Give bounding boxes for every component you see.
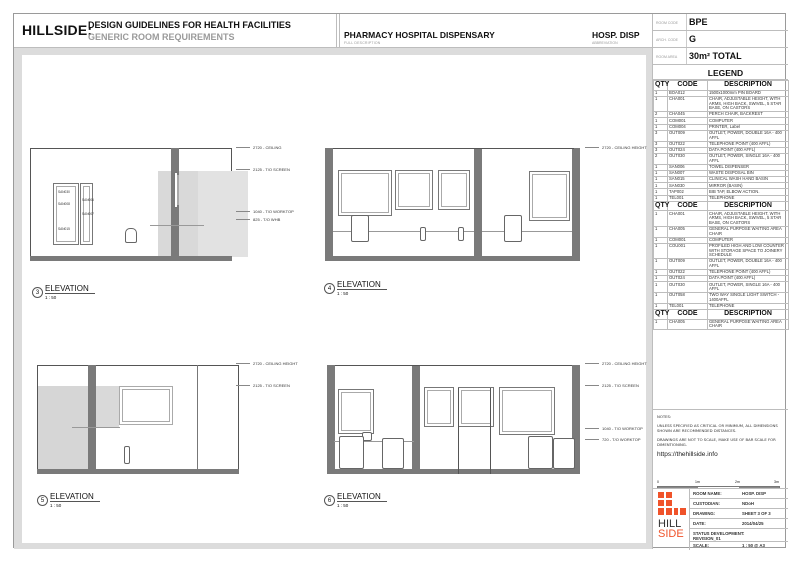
website-link[interactable]: https://thehillside.info [657,451,718,458]
legend-title: LEGEND [653,65,788,80]
arch-code-value: G [689,34,697,44]
legend-header-row [654,310,789,320]
level-marker: 1040 - T/O WORKTOP [236,209,294,214]
legend-qty: 1 [654,90,668,96]
legend-description: CLINICAL WASH HAND BASIN [708,177,789,183]
legend-row [654,243,789,258]
ceiling-line [333,148,574,149]
brand-title: HILLSIDE: [22,22,93,38]
full-description-label: FULL DESCRIPTION [344,41,381,45]
level-marker: 2720 - CEILING HEIGHT [236,361,298,366]
legend-code: OUT030 [668,153,708,164]
legend-code: BOA012 [668,90,708,96]
elevation-tag [32,284,95,300]
window [338,170,392,216]
room-area-value: 30m² TOTAL [689,51,742,61]
legend-description: DATA POINT (400 AFFL) [708,276,789,282]
drawing-sheet [13,13,786,548]
chair-icon [504,215,522,242]
elevation-tag [324,492,387,508]
legend-qty: 3 [654,147,668,153]
date-label: DATE: [693,521,706,526]
legend-qty: 1 [654,211,668,226]
legend-description: COMPUTER [708,237,789,243]
elevation-tag [324,280,387,296]
legend-qty: 3 [654,141,668,147]
screen-panel [96,386,119,428]
legend-description: PROFILED HIGH AND LOW COUNTER WITH STORAGE SPACE TO JOINERY SCHEDULE [708,243,789,258]
elevation-scale: 1 : 50 [45,295,57,300]
window [424,387,454,427]
equipment-tag: SAN015 [58,227,70,231]
window [395,170,433,210]
legend-qty: 1 [654,170,668,176]
legend-description: GENERAL PURPOSE WAITING AREA CHAIR [708,226,789,237]
scale-tick: 2m [735,480,740,484]
legend-description: GENERAL PURPOSE WAITING AREA CHAIR [708,319,789,330]
legend-description: TELEPHONE POINT (400 AFFL) [708,269,789,275]
room-area-label: ROOM AREA [656,55,678,59]
legend-description: TWO WAY SINGLE LIGHT SWITCH - 1400AFFL [708,293,789,304]
legend-qty: 3 [654,130,668,141]
worktop-line [482,231,572,232]
legend-description: PRINTER, Label [708,124,789,130]
legend-column-header: DESCRIPTION [708,81,789,91]
legend-header-row [654,81,789,91]
door-line [490,388,491,474]
elevation-title: ELEVATION [50,492,100,502]
level-marker: 2720 - CEILING [236,145,281,150]
legend-code: OUT022 [668,269,708,275]
chair-icon [125,228,137,243]
legend-code: SAN006 [668,164,708,170]
room-code-row [653,14,788,31]
legend-description: CHAIR, ADJUSTABLE HEIGHT, WITH ARMS, HIGH BACK, SWIVEL, 5 STAR BASE, ON CASTORS [708,211,789,226]
level-marker: 2720 - CEILING HEIGHT [585,361,647,366]
arch-code-label: ARCH. CODE [656,38,678,42]
wall-section [327,365,335,474]
column-divider [686,31,687,47]
perch-chair-icon [124,446,130,464]
legend-code: OUT022 [668,141,708,147]
room-area-row [653,48,788,65]
custodian-row [690,499,788,509]
legend-qty: 1 [654,259,668,270]
legend-qty: 1 [654,164,668,170]
scale-value: 1 : 50 @ A3 [742,543,765,548]
legend-column-header: CODE [668,201,708,211]
legend-description: WASTE DISPOSAL BIN [708,170,789,176]
wall-section [572,148,580,257]
legend-code: CHA045 [668,112,708,118]
legend-code: OUT024 [668,276,708,282]
legend-qty: 1 [654,319,668,330]
legend-code: SAN015 [668,177,708,183]
room-code-label: ROOM CODE [656,21,678,25]
legend-code: COU001 [668,243,708,258]
legend-qty: 1 [654,124,668,130]
column-divider [686,14,687,30]
legend-row [654,226,789,237]
legend-row [654,293,789,304]
title-block [653,488,788,549]
legend-description: DATA POINT (400 AFFL) [708,147,789,153]
elevation-title: ELEVATION [45,284,95,294]
legend-column-header: QTY [655,81,670,89]
drawing-canvas [22,55,646,543]
drawing-label: DRAWING: [693,511,716,516]
partition-line [197,365,198,474]
wall-section [325,148,333,257]
screen-panel [198,171,248,257]
legend-code: CHA001 [668,211,708,226]
legend-qty: 2 [654,112,668,118]
perch-chair-icon [420,227,426,241]
elevation-scale: 1 : 50 [337,291,349,296]
elevation-number: 5 [37,495,48,506]
worktop-line [150,225,204,226]
legend-code: CHA001 [668,96,708,111]
legend-code: TAP002 [668,189,708,195]
window [438,170,470,210]
drawing-row [690,509,788,519]
scale-tick: 0 [657,480,659,484]
legend-qty: 1 [654,303,668,309]
full-description: PHARMACY HOSPITAL DISPENSARY [344,30,495,40]
drawing-area [14,48,652,549]
elevation-title: ELEVATION [337,492,387,502]
room-name-row [690,489,788,499]
legend-qty: 1 [654,237,668,243]
column-divider [686,48,687,64]
legend-description: TELEPHONE [708,303,789,309]
legend-code: COM001 [668,237,708,243]
level-marker: 2125 - T/O SCREEN [236,383,290,388]
legend-table [653,80,789,330]
legend-row [654,130,789,141]
abbreviation-label: ABBREVIATION [592,41,618,45]
status-label: STATUS DEVELOPMENT: [693,531,745,536]
drawing-value: SHEET 3 OF 3 [742,511,771,516]
legend-column-header: DESCRIPTION [708,310,789,320]
legend-qty: 1 [654,189,668,195]
scale-label: SCALE: [693,543,709,548]
waiting-chair-icon [553,438,575,469]
legend-row [654,96,789,111]
legend-qty: 1 [654,183,668,189]
notes-section [653,409,788,494]
wall-section [88,365,96,474]
scale-tick: 1m [695,480,700,484]
legend-header-row [654,201,789,211]
legend-description: OUTLET, POWER, SINGLE 16A - 400 AFFL [708,282,789,293]
waiting-chair-icon [382,438,404,469]
legend-qty: 1 [654,96,668,111]
window [458,387,494,427]
legend-code: OUT058 [668,293,708,304]
arch-code-row [653,31,788,48]
perch-chair-icon [458,227,464,241]
legend-qty: 1 [654,226,668,237]
window [338,389,374,434]
ceiling-line [335,365,572,366]
legend-code: TEL001 [668,303,708,309]
room-data-panel [652,14,787,549]
legend-code: CHA005 [668,226,708,237]
sheet-header [14,14,652,48]
legend-column-header: CODE [668,81,708,91]
note-scale: DRAWINGS ARE NOT TO SCALE, MAKE USE OF BAR SCALE FOR DIMENTIONING. [657,437,776,447]
chair-icon [351,215,369,242]
floor-slab [325,256,580,261]
scale-tick: 3m [774,480,779,484]
legend-qty: 1 [654,243,668,258]
elevation-scale: 1 : 50 [50,503,62,508]
legend-description: TELEPHONE POINT (400 AFFL) [708,141,789,147]
floor-slab [37,469,239,474]
equipment-tag: SAN030 [58,190,70,194]
worktop-line [72,427,120,428]
legend-description: BIB TAP, ELBOW ACTION. [708,189,789,195]
status-row [690,529,788,542]
legend-column-header: QTY [655,202,670,210]
logo-text-hill: HILL [658,518,682,530]
legend-code: COM004 [668,124,708,130]
equipment-tag: SAN007 [82,212,94,216]
legend-qty: 1 [654,293,668,304]
equipment-tag: SAN008 [58,202,70,206]
room-name-value: HOSP. DISP [742,491,767,496]
legend-qty: 1 [654,282,668,293]
custodian-label: CUSTODIAN: [693,501,720,506]
elevation-number: 6 [324,495,335,506]
legend-code: SAN030 [668,183,708,189]
legend-description: COMPUTER [708,118,789,124]
header-divider [339,14,340,48]
legend-code: SAN007 [668,170,708,176]
equipment-tag: SAN006 [82,198,94,202]
legend-code: CHA005 [668,319,708,330]
date-row [690,519,788,529]
level-marker: 720 - T/O WORKTOP [585,437,641,442]
elevation-number: 4 [324,283,335,294]
elevation-tag [37,492,100,508]
legend-description: PERCH CHAIR, BACKREST [708,112,789,118]
legend-column-header: QTY [655,310,670,318]
document-title: DESIGN GUIDELINES FOR HEALTH FACILITIES [88,20,291,30]
room-code-value: BPE [689,17,708,27]
floor-slab [327,469,580,474]
legend-row [654,259,789,270]
level-marker: 1040 - T/O WORKTOP [585,426,643,431]
window [499,387,555,435]
status-value: REVISION_01 [693,536,721,541]
legend-description: CHAIR, ADJUSTABLE HEIGHT, WITH ARMS, HIGH BACK, SWIVEL, 5 STAR BASE, ON CASTORS [708,96,789,111]
window-slot [174,172,178,208]
legend-qty: 1 [654,177,668,183]
wall-section [474,148,482,257]
elevation-scale: 1 : 50 [337,503,349,508]
level-marker: 2125 - T/O SCREEN [236,167,290,172]
level-marker: 2720 - CEILING HEIGHT [585,145,647,150]
legend-qty: 1 [654,276,668,282]
legend-row [654,153,789,164]
room-name-label: ROOM NAME: [693,491,722,496]
legend-code: OUT024 [668,147,708,153]
legend-description: OUTLET, POWER, SINGLE 16A - 400 AFFL [708,153,789,164]
screen-panel [38,386,90,471]
level-marker: 825 - T/O WHB [236,217,280,222]
legend-description: TOWEL DISPENSER [708,164,789,170]
legend-qty: 1 [654,118,668,124]
floor-slab [30,256,232,261]
custodian-value: NDoH [742,501,754,506]
legend-column-header: DESCRIPTION [708,201,789,211]
legend-code: OUT030 [668,282,708,293]
legend-qty: 1 [654,195,668,201]
elevation-number: 3 [32,287,43,298]
legend-description: TELEPHONE [708,195,789,201]
door-line [458,388,459,474]
window [529,171,570,221]
legend-code: COM001 [668,118,708,124]
date-value: 2014/04/25 [742,521,764,526]
abbreviation: HOSP. DISP [592,30,640,40]
legend-qty: 2 [654,153,668,164]
level-marker: 2125 - T/O SCREEN [585,383,639,388]
legend-row [654,282,789,293]
wall-section [412,365,420,474]
legend-description: OUTLET, POWER, DOUBLE 16A - 400 AFFL [708,130,789,141]
waiting-chair-icon [528,436,553,469]
legend-qty: 1 [654,269,668,275]
note-dimensions: UNLESS SPECIFIED AS CRITICAL OR MINIMUM, ALL DIMENSIONS SHOWN ARE RECOMMENDED DISTANCES. [657,423,778,433]
legend-code: TEL001 [668,195,708,201]
elevation-title: ELEVATION [337,280,387,290]
legend-row [654,211,789,226]
hillside-logo [653,489,690,550]
legend-code: OUT009 [668,259,708,270]
document-subtitle: GENERIC ROOM REQUIREMENTS [88,32,235,42]
legend-description: OUTLET, POWER, DOUBLE 16A - 400 AFFL [708,259,789,270]
scale-row [690,542,788,550]
logo-text-side: SIDE [658,528,684,540]
notes-title: NOTES: [657,414,672,419]
waiting-chair-icon [339,436,364,469]
legend-code: OUT009 [668,130,708,141]
legend-column-header: CODE [668,310,708,320]
legend-description: MIRROR (BASIN) [708,183,789,189]
screen [119,386,173,425]
legend-row [654,319,789,330]
header-divider [336,14,337,48]
legend-description: 1500x1000mm PIN BOARD [708,90,789,96]
